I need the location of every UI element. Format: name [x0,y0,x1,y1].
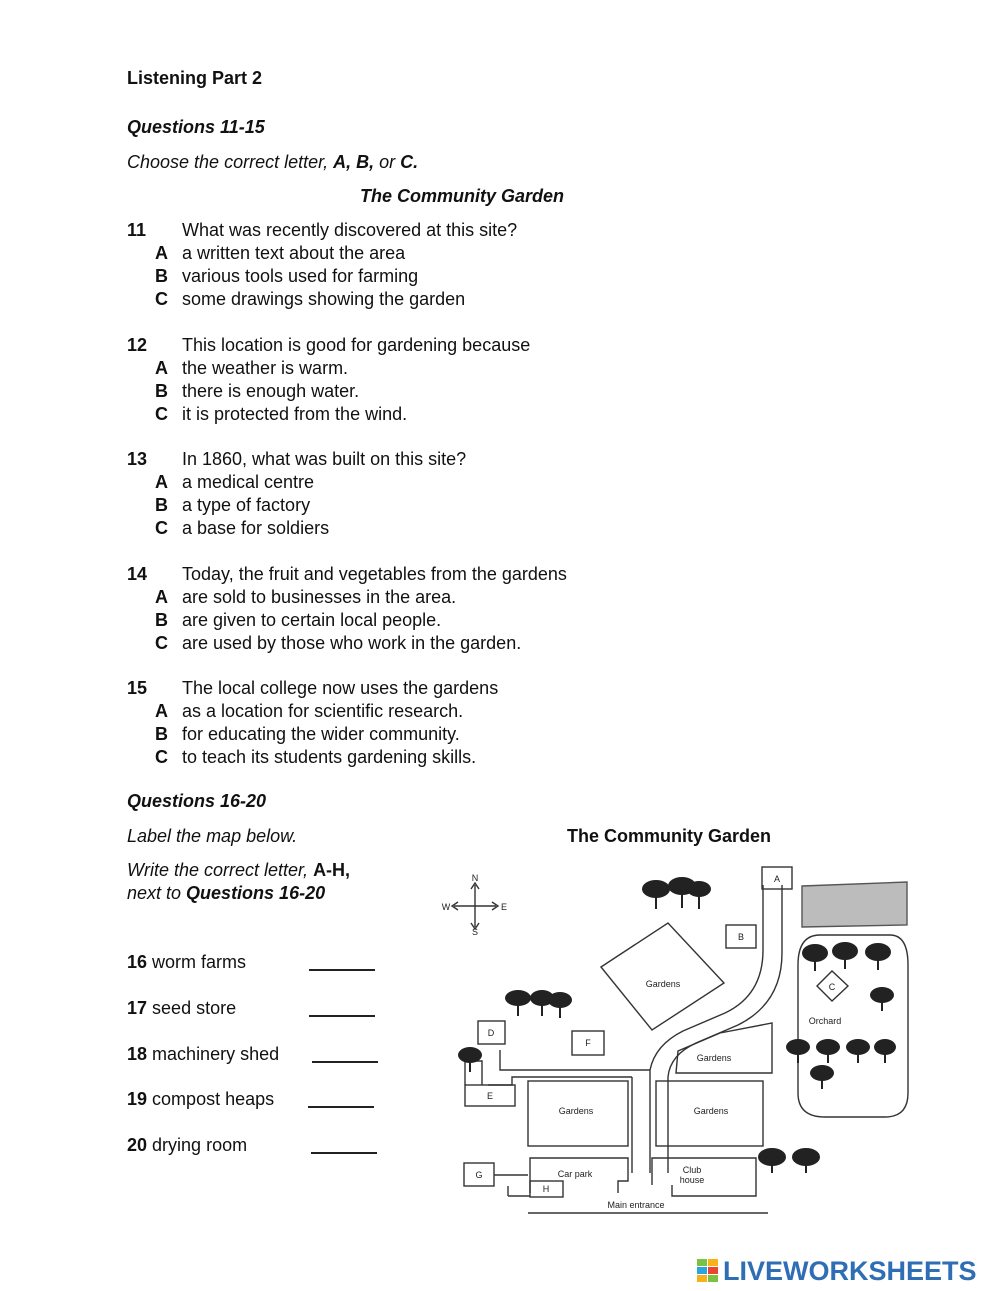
tree-icon [505,990,531,1016]
label-text: seed store [152,998,237,1018]
question-stem: In 1860, what was built on this site? [182,449,467,469]
tree-icon [548,992,572,1018]
question-number: 13 [127,449,148,469]
option-text: to teach its students gardening skills. [182,747,477,767]
option-letter: C [155,747,168,767]
map-label-f: F [585,1038,591,1048]
grey-shed [802,882,907,927]
instruction-letters: A-H, [313,860,351,880]
option-c[interactable] [155,747,476,768]
instruction-letters: A, B, [333,152,375,172]
tree-icon [816,1039,840,1063]
area-club-line1: Club [682,1165,702,1175]
label-number: 19 [127,1089,148,1109]
option-text: a base for soldiers [182,518,330,538]
option-letter: B [155,381,168,401]
section-instruction-11-15 [127,152,418,173]
compass-n: N [471,873,479,883]
area-gardens-bottom-right: Gardens [693,1106,729,1116]
question-stem: Today, the fruit and vegetables from the gardens [182,564,567,584]
road-edge-left [650,885,763,1173]
option-c[interactable] [155,633,521,654]
option-text: a medical centre [182,472,315,492]
area-club-line2: house [679,1175,705,1185]
tree-icon [802,944,828,971]
tree-icon [870,987,894,1011]
map-title: The Community Garden [567,826,772,846]
label-number: 20 [127,1135,148,1155]
question-number: 15 [127,678,148,698]
tree-icon [642,880,670,909]
question-number: 12 [127,335,148,355]
label-16 [127,952,246,973]
option-a[interactable] [155,587,456,608]
option-letter: C [155,404,168,424]
area-gardens-bottom-left: Gardens [558,1106,594,1116]
logo-blocks-icon [697,1259,719,1283]
page-title: Listening Part 2 [127,68,263,88]
option-c[interactable] [155,518,329,539]
option-a[interactable] [155,472,314,493]
map-instruction-2 [127,860,350,881]
map-label-b: B [737,932,745,942]
tree-icon [687,881,711,909]
tree-icon [865,943,891,970]
compass-w: W [441,902,451,912]
option-b[interactable] [155,381,359,402]
road-edge-right [668,885,782,1173]
option-b[interactable] [155,266,418,287]
option-c[interactable] [155,289,465,310]
option-letter: A [155,701,168,721]
section-heading-16-20: Questions 16-20 [127,791,267,811]
area-car-park: Car park [557,1169,593,1179]
brand-name: LIVEWORKSHEETS [723,1256,977,1286]
area-orchard: Orchard [808,1016,842,1026]
answer-blank-18[interactable] [312,1061,378,1063]
compass [452,883,498,929]
compass-s: S [471,927,479,937]
label-text: compost heaps [152,1089,275,1109]
box-e-annex [465,1061,482,1085]
label-17 [127,998,236,1019]
map-label-e: E [486,1091,494,1101]
option-letter: A [155,587,168,607]
label-19 [127,1089,274,1110]
map-label-d: D [487,1028,495,1038]
side-road-top [500,1050,650,1070]
tree-icon [792,1148,820,1173]
option-b[interactable] [155,610,441,631]
option-text: as a location for scientific research. [182,701,464,721]
option-letter: B [155,724,168,744]
question-stem: What was recently discovered at this site? [182,220,518,240]
answer-blank-16[interactable] [309,969,375,971]
area-main-entrance: Main entrance [607,1200,665,1210]
answer-blank-19[interactable] [308,1106,374,1108]
option-b[interactable] [155,724,460,745]
label-18 [127,1044,279,1065]
answer-blank-20[interactable] [311,1152,377,1154]
map-instruction-1: Label the map below. [127,826,298,846]
map-label-g: G [475,1170,483,1180]
map-label-c: C [828,982,836,992]
section-title: The Community Garden [360,186,565,206]
option-text: the weather is warm. [182,358,349,378]
community-garden-map [420,855,920,1220]
option-letter: B [155,610,168,630]
compass-e: E [500,902,508,912]
liveworksheets-logo [697,1256,993,1286]
option-letter: B [155,266,168,286]
option-a[interactable] [155,701,463,722]
option-text: are given to certain local people. [182,610,442,630]
option-letter: A [155,472,168,492]
area-gardens-right: Gardens [696,1053,732,1063]
map-label-h: H [542,1184,550,1194]
option-letter: C [155,289,168,309]
instruction-letter-c: C. [400,152,419,172]
tree-icon [874,1039,896,1063]
label-20 [127,1135,247,1156]
tree-icon [846,1039,870,1063]
question-number: 11 [127,220,147,240]
option-letter: C [155,633,168,653]
tree-icon [832,942,858,969]
option-text: a type of factory [182,495,311,515]
label-text: machinery shed [152,1044,280,1064]
instruction-text: Write the correct letter, [127,860,314,880]
option-text: for educating the wider community. [182,724,460,744]
option-text: there is enough water. [182,381,360,401]
label-number: 16 [127,952,148,972]
option-text: some drawings showing the garden [182,289,466,309]
instruction-or: or [374,152,401,172]
option-text: it is protected from the wind. [182,404,408,424]
option-c[interactable] [155,404,407,425]
answer-blank-17[interactable] [309,1015,375,1017]
instruction-questions: Questions 16-20 [186,883,326,903]
instruction-text: Choose the correct letter, [127,152,334,172]
question-stem: The local college now uses the gardens [182,678,499,698]
question-number: 14 [127,564,148,584]
option-text: a written text about the area [182,243,406,263]
tree-icon [458,1047,482,1072]
option-text: various tools used for farming [182,266,419,286]
instruction-text: next to [127,883,187,903]
label-number: 17 [127,998,148,1018]
area-gardens-diamond: Gardens [645,979,681,989]
map-instruction-3 [127,883,325,904]
label-number: 18 [127,1044,148,1064]
option-letter: C [155,518,168,538]
question-stem: This location is good for gardening because [182,335,531,355]
map-label-a: A [773,874,781,884]
section-heading-11-15: Questions 11-15 [127,117,265,137]
tree-icon [758,1148,786,1173]
option-text: are sold to businesses in the area. [182,587,457,607]
tree-icon [786,1039,810,1063]
gardens-diamond-area [601,923,724,1030]
option-text: are used by those who work in the garden. [182,633,522,653]
tree-icon [810,1065,834,1089]
label-text: worm farms [152,952,247,972]
label-text: drying room [152,1135,248,1155]
option-letter: A [155,243,168,263]
option-a[interactable] [155,358,348,379]
option-b[interactable] [155,495,310,516]
option-a[interactable] [155,243,405,264]
option-letter: B [155,495,168,515]
option-letter: A [155,358,168,378]
